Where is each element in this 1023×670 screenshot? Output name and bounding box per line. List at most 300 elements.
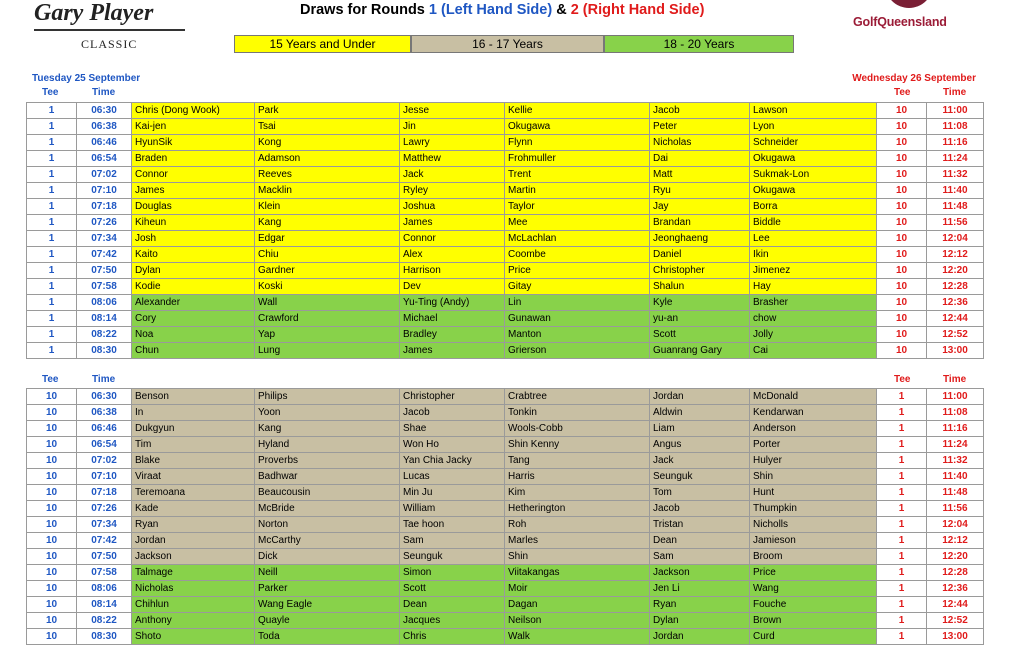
tee-left-cell: 1	[27, 215, 77, 231]
player-2-first-name: Seunguk	[400, 549, 505, 565]
time-right-cell: 11:32	[927, 167, 984, 183]
player-1-first-name: Kodie	[132, 279, 255, 295]
tee-right-cell: 1	[877, 437, 927, 453]
table-row	[27, 549, 984, 565]
tee-left-cell: 10	[27, 485, 77, 501]
player-1-last-name: Kang	[255, 421, 400, 437]
time-right-cell: 12:44	[927, 311, 984, 327]
time-left-cell: 06:30	[77, 103, 132, 119]
tee-right-cell: 1	[877, 533, 927, 549]
player-3-last-name: Schneider	[750, 135, 877, 151]
player-1-last-name: Hyland	[255, 437, 400, 453]
table-row	[27, 629, 984, 645]
player-2-first-name: Sam	[400, 533, 505, 549]
table2-time-header-left: Time	[92, 374, 116, 385]
player-2-last-name: Grierson	[505, 343, 650, 359]
player-3-first-name: Angus	[650, 437, 750, 453]
player-2-last-name: Walk	[505, 629, 650, 645]
page-title	[300, 2, 704, 18]
time-left-cell: 08:22	[77, 613, 132, 629]
player-1-first-name: HyunSik	[132, 135, 255, 151]
time-right-cell: 11:00	[927, 389, 984, 405]
player-3-first-name: Jordan	[650, 629, 750, 645]
player-2-first-name: Matthew	[400, 151, 505, 167]
player-2-last-name: Tonkin	[505, 405, 650, 421]
player-2-last-name: Gunawan	[505, 311, 650, 327]
time-right-cell: 12:12	[927, 247, 984, 263]
tee-right-cell: 10	[877, 247, 927, 263]
player-1-first-name: Connor	[132, 167, 255, 183]
tee-right-cell: 10	[877, 167, 927, 183]
draw-table-2	[26, 388, 984, 645]
time-left-cell: 08:30	[77, 629, 132, 645]
player-2-last-name: Trent	[505, 167, 650, 183]
player-2-last-name: Shin Kenny	[505, 437, 650, 453]
player-1-first-name: Cory	[132, 311, 255, 327]
time-left-cell: 07:34	[77, 231, 132, 247]
tee-left-cell: 1	[27, 247, 77, 263]
time-left-cell: 07:34	[77, 517, 132, 533]
title-round-1: 1 (Left Hand Side)	[428, 2, 553, 18]
table-row	[27, 485, 984, 501]
time-right-cell: 12:04	[927, 517, 984, 533]
player-2-first-name: Michael	[400, 311, 505, 327]
time-right-cell: 12:36	[927, 581, 984, 597]
player-1-last-name: Dick	[255, 549, 400, 565]
player-2-last-name: Kellie	[505, 103, 650, 119]
player-1-first-name: Noa	[132, 327, 255, 343]
player-1-last-name: Adamson	[255, 151, 400, 167]
player-3-last-name: chow	[750, 311, 877, 327]
tee-left-cell: 10	[27, 469, 77, 485]
player-2-first-name: Joshua	[400, 199, 505, 215]
table-row	[27, 533, 984, 549]
player-1-last-name: Kong	[255, 135, 400, 151]
tee-right-cell: 10	[877, 151, 927, 167]
table-row	[27, 295, 984, 311]
tee-left-cell: 1	[27, 311, 77, 327]
table-row	[27, 613, 984, 629]
player-1-last-name: Reeves	[255, 167, 400, 183]
tee-right-cell: 10	[877, 279, 927, 295]
tee-right-cell: 1	[877, 613, 927, 629]
player-3-last-name: Okugawa	[750, 183, 877, 199]
player-2-last-name: Manton	[505, 327, 650, 343]
player-2-last-name: Kim	[505, 485, 650, 501]
time-left-cell: 07:42	[77, 247, 132, 263]
player-2-first-name: Bradley	[400, 327, 505, 343]
table-row	[27, 501, 984, 517]
tee-right-cell: 1	[877, 549, 927, 565]
time-right-cell: 11:16	[927, 421, 984, 437]
player-2-last-name: Neilson	[505, 613, 650, 629]
time-left-cell: 06:38	[77, 119, 132, 135]
player-1-last-name: Koski	[255, 279, 400, 295]
player-3-last-name: Shin	[750, 469, 877, 485]
time-left-cell: 07:42	[77, 533, 132, 549]
player-1-last-name: Gardner	[255, 263, 400, 279]
tee-left-cell: 1	[27, 343, 77, 359]
player-2-first-name: Min Ju	[400, 485, 505, 501]
player-1-first-name: In	[132, 405, 255, 421]
player-1-last-name: Tsai	[255, 119, 400, 135]
player-1-first-name: Dukgyun	[132, 421, 255, 437]
table-row	[27, 263, 984, 279]
tee-right-cell: 10	[877, 119, 927, 135]
player-3-first-name: Jen Li	[650, 581, 750, 597]
player-2-first-name: Jacques	[400, 613, 505, 629]
tee-right-cell: 10	[877, 231, 927, 247]
player-3-first-name: Dylan	[650, 613, 750, 629]
player-3-last-name: Kendarwan	[750, 405, 877, 421]
legend-16-17: 16 - 17 Years	[411, 35, 604, 53]
tee-right-cell: 10	[877, 327, 927, 343]
tee-left-cell: 1	[27, 151, 77, 167]
tee-left-cell: 1	[27, 279, 77, 295]
time-left-cell: 08:22	[77, 327, 132, 343]
player-1-last-name: Wall	[255, 295, 400, 311]
player-2-first-name: Won Ho	[400, 437, 505, 453]
time-left-cell: 08:14	[77, 311, 132, 327]
player-3-first-name: Matt	[650, 167, 750, 183]
tee-left-cell: 10	[27, 597, 77, 613]
tee-left-cell: 10	[27, 613, 77, 629]
time-left-cell: 07:26	[77, 501, 132, 517]
time-right-cell: 11:08	[927, 119, 984, 135]
player-3-last-name: Hulyer	[750, 453, 877, 469]
player-2-last-name: Mee	[505, 215, 650, 231]
time-right-cell: 11:40	[927, 469, 984, 485]
time-left-cell: 06:54	[77, 151, 132, 167]
player-3-first-name: Ryu	[650, 183, 750, 199]
time-left-cell: 08:14	[77, 597, 132, 613]
player-2-first-name: Scott	[400, 581, 505, 597]
player-1-last-name: Toda	[255, 629, 400, 645]
player-1-last-name: Chiu	[255, 247, 400, 263]
tee-right-cell: 1	[877, 485, 927, 501]
title-prefix: Draws for Rounds	[300, 2, 429, 18]
golf-queensland-mark-icon	[885, 0, 933, 8]
tee-right-cell: 10	[877, 263, 927, 279]
player-1-first-name: Anthony	[132, 613, 255, 629]
time-right-cell: 11:00	[927, 103, 984, 119]
player-2-first-name: Christopher	[400, 389, 505, 405]
time-right-cell: 12:28	[927, 565, 984, 581]
tee-left-cell: 1	[27, 231, 77, 247]
logo-rule	[34, 29, 185, 31]
table-row	[27, 231, 984, 247]
player-1-first-name: Alexander	[132, 295, 255, 311]
table1-tee-header-right: Tee	[894, 87, 911, 98]
player-1-first-name: Chris (Dong Wook)	[132, 103, 255, 119]
tee-left-cell: 10	[27, 453, 77, 469]
title-round-2: 2 (Right Hand Side)	[570, 2, 705, 18]
player-3-first-name: yu-an	[650, 311, 750, 327]
table1-time-header-left: Time	[92, 87, 116, 98]
time-right-cell: 12:04	[927, 231, 984, 247]
time-right-cell: 11:32	[927, 453, 984, 469]
tee-right-cell: 1	[877, 517, 927, 533]
player-3-last-name: Fouche	[750, 597, 877, 613]
player-2-first-name: Jin	[400, 119, 505, 135]
player-3-first-name: Sam	[650, 549, 750, 565]
player-3-first-name: Daniel	[650, 247, 750, 263]
player-1-last-name: McCarthy	[255, 533, 400, 549]
player-2-last-name: Frohmuller	[505, 151, 650, 167]
player-2-first-name: Ryley	[400, 183, 505, 199]
table-row	[27, 437, 984, 453]
time-left-cell: 08:06	[77, 295, 132, 311]
player-2-first-name: Lucas	[400, 469, 505, 485]
tee-right-cell: 10	[877, 103, 927, 119]
player-1-first-name: Tim	[132, 437, 255, 453]
player-1-first-name: Talmage	[132, 565, 255, 581]
player-2-last-name: Lin	[505, 295, 650, 311]
time-right-cell: 12:52	[927, 327, 984, 343]
player-3-first-name: Scott	[650, 327, 750, 343]
player-3-last-name: Jolly	[750, 327, 877, 343]
player-2-last-name: Gitay	[505, 279, 650, 295]
golf-queensland-text: GolfQueensland	[853, 15, 947, 29]
player-1-last-name: Neill	[255, 565, 400, 581]
player-2-first-name: Dev	[400, 279, 505, 295]
player-3-first-name: Aldwin	[650, 405, 750, 421]
player-1-last-name: McBride	[255, 501, 400, 517]
table1-tee-header-left: Tee	[42, 87, 59, 98]
table2-tee-header-left: Tee	[42, 374, 59, 385]
tee-right-cell: 1	[877, 581, 927, 597]
player-3-first-name: Tristan	[650, 517, 750, 533]
table-row	[27, 103, 984, 119]
player-1-first-name: Nicholas	[132, 581, 255, 597]
player-1-first-name: Ryan	[132, 517, 255, 533]
tee-right-cell: 1	[877, 421, 927, 437]
tee-left-cell: 1	[27, 199, 77, 215]
tee-right-cell: 1	[877, 469, 927, 485]
time-right-cell: 11:48	[927, 485, 984, 501]
tee-right-cell: 1	[877, 389, 927, 405]
player-1-first-name: Douglas	[132, 199, 255, 215]
legend-15-under: 15 Years and Under	[234, 35, 411, 53]
player-1-first-name: Kai-jen	[132, 119, 255, 135]
table-row	[27, 469, 984, 485]
player-2-last-name: Hetherington	[505, 501, 650, 517]
tee-right-cell: 1	[877, 405, 927, 421]
player-2-first-name: Yu-Ting (Andy)	[400, 295, 505, 311]
player-2-first-name: Yan Chia Jacky	[400, 453, 505, 469]
player-3-first-name: Brandan	[650, 215, 750, 231]
player-2-first-name: James	[400, 215, 505, 231]
player-1-last-name: Lung	[255, 343, 400, 359]
player-3-last-name: Brasher	[750, 295, 877, 311]
player-1-last-name: Philips	[255, 389, 400, 405]
tee-left-cell: 10	[27, 437, 77, 453]
player-3-first-name: Dai	[650, 151, 750, 167]
player-1-first-name: Kiheun	[132, 215, 255, 231]
table-row	[27, 421, 984, 437]
player-2-last-name: Coombe	[505, 247, 650, 263]
player-3-first-name: Jordan	[650, 389, 750, 405]
player-1-first-name: Jordan	[132, 533, 255, 549]
tee-left-cell: 1	[27, 263, 77, 279]
logo-title: Gary Player	[34, 0, 154, 26]
tee-left-cell: 10	[27, 533, 77, 549]
title-amp: &	[552, 2, 571, 18]
player-1-last-name: Quayle	[255, 613, 400, 629]
player-3-last-name: Ikin	[750, 247, 877, 263]
time-left-cell: 07:50	[77, 549, 132, 565]
player-1-last-name: Kang	[255, 215, 400, 231]
table-row	[27, 151, 984, 167]
table-row	[27, 183, 984, 199]
player-3-first-name: Jacob	[650, 103, 750, 119]
player-1-last-name: Norton	[255, 517, 400, 533]
player-3-last-name: Wang	[750, 581, 877, 597]
table-row	[27, 327, 984, 343]
player-3-first-name: Peter	[650, 119, 750, 135]
table-row	[27, 565, 984, 581]
table2-time-header-right: Time	[943, 374, 967, 385]
logo-subtitle: CLASSIC	[81, 37, 138, 51]
tee-right-cell: 10	[877, 199, 927, 215]
player-2-first-name: Connor	[400, 231, 505, 247]
tee-right-cell: 1	[877, 629, 927, 645]
player-3-first-name: Nicholas	[650, 135, 750, 151]
table-row	[27, 119, 984, 135]
time-left-cell: 06:46	[77, 421, 132, 437]
tee-left-cell: 10	[27, 501, 77, 517]
table-row	[27, 167, 984, 183]
player-2-first-name: Dean	[400, 597, 505, 613]
player-1-first-name: Viraat	[132, 469, 255, 485]
player-1-first-name: Teremoana	[132, 485, 255, 501]
golf-queensland-logo	[853, 0, 963, 34]
tee-left-cell: 1	[27, 295, 77, 311]
player-3-last-name: Biddle	[750, 215, 877, 231]
player-2-last-name: Marles	[505, 533, 650, 549]
tee-left-cell: 10	[27, 629, 77, 645]
player-2-last-name: Okugawa	[505, 119, 650, 135]
player-3-last-name: Borra	[750, 199, 877, 215]
date-left: Tuesday 25 September	[32, 73, 141, 84]
player-2-first-name: James	[400, 343, 505, 359]
player-1-last-name: Edgar	[255, 231, 400, 247]
tee-right-cell: 10	[877, 311, 927, 327]
time-left-cell: 07:18	[77, 485, 132, 501]
tee-left-cell: 10	[27, 581, 77, 597]
table1-time-header-right: Time	[943, 87, 967, 98]
player-1-last-name: Wang Eagle	[255, 597, 400, 613]
player-3-first-name: Jack	[650, 453, 750, 469]
player-1-first-name: Dylan	[132, 263, 255, 279]
player-3-first-name: Dean	[650, 533, 750, 549]
player-1-first-name: Kade	[132, 501, 255, 517]
time-left-cell: 07:50	[77, 263, 132, 279]
player-3-last-name: Sukmak-Lon	[750, 167, 877, 183]
tee-left-cell: 10	[27, 565, 77, 581]
time-left-cell: 07:18	[77, 199, 132, 215]
player-1-first-name: Chun	[132, 343, 255, 359]
player-3-last-name: Lawson	[750, 103, 877, 119]
player-3-first-name: Tom	[650, 485, 750, 501]
player-2-last-name: Tang	[505, 453, 650, 469]
tee-left-cell: 1	[27, 327, 77, 343]
player-2-last-name: Taylor	[505, 199, 650, 215]
player-3-first-name: Shalun	[650, 279, 750, 295]
player-2-last-name: Roh	[505, 517, 650, 533]
player-1-first-name: Shoto	[132, 629, 255, 645]
player-3-last-name: Jimenez	[750, 263, 877, 279]
player-2-first-name: Chris	[400, 629, 505, 645]
tee-left-cell: 1	[27, 183, 77, 199]
player-1-last-name: Klein	[255, 199, 400, 215]
player-3-first-name: Christopher	[650, 263, 750, 279]
player-3-last-name: Thumpkin	[750, 501, 877, 517]
player-2-last-name: Dagan	[505, 597, 650, 613]
tee-right-cell: 10	[877, 183, 927, 199]
time-left-cell: 07:10	[77, 469, 132, 485]
time-right-cell: 12:20	[927, 263, 984, 279]
time-right-cell: 11:40	[927, 183, 984, 199]
time-right-cell: 11:48	[927, 199, 984, 215]
player-3-first-name: Jackson	[650, 565, 750, 581]
tee-left-cell: 10	[27, 405, 77, 421]
player-1-last-name: Parker	[255, 581, 400, 597]
player-1-last-name: Proverbs	[255, 453, 400, 469]
tee-right-cell: 10	[877, 135, 927, 151]
player-1-last-name: Badhwar	[255, 469, 400, 485]
table-row	[27, 389, 984, 405]
table-row	[27, 517, 984, 533]
player-2-first-name: Jack	[400, 167, 505, 183]
gary-player-logo	[34, 0, 186, 52]
player-2-first-name: Alex	[400, 247, 505, 263]
table-row	[27, 279, 984, 295]
time-left-cell: 06:46	[77, 135, 132, 151]
table-row	[27, 247, 984, 263]
time-right-cell: 12:12	[927, 533, 984, 549]
player-3-first-name: Jay	[650, 199, 750, 215]
player-1-last-name: Yoon	[255, 405, 400, 421]
player-1-first-name: Benson	[132, 389, 255, 405]
player-2-last-name: McLachlan	[505, 231, 650, 247]
player-1-first-name: James	[132, 183, 255, 199]
tee-left-cell: 1	[27, 167, 77, 183]
player-2-last-name: Price	[505, 263, 650, 279]
player-3-first-name: Guanrang Gary	[650, 343, 750, 359]
player-1-last-name: Beaucousin	[255, 485, 400, 501]
legend-18-20: 18 - 20 Years	[604, 35, 794, 53]
player-3-last-name: Porter	[750, 437, 877, 453]
time-left-cell: 07:10	[77, 183, 132, 199]
time-right-cell: 11:16	[927, 135, 984, 151]
player-3-first-name: Kyle	[650, 295, 750, 311]
player-3-last-name: McDonald	[750, 389, 877, 405]
player-2-first-name: William	[400, 501, 505, 517]
time-right-cell: 12:28	[927, 279, 984, 295]
time-right-cell: 11:56	[927, 501, 984, 517]
player-3-first-name: Jacob	[650, 501, 750, 517]
time-right-cell: 11:56	[927, 215, 984, 231]
tee-left-cell: 10	[27, 517, 77, 533]
player-3-last-name: Nicholls	[750, 517, 877, 533]
tee-left-cell: 10	[27, 549, 77, 565]
player-3-last-name: Cai	[750, 343, 877, 359]
player-3-last-name: Broom	[750, 549, 877, 565]
player-2-first-name: Jesse	[400, 103, 505, 119]
tee-right-cell: 1	[877, 453, 927, 469]
player-1-first-name: Jackson	[132, 549, 255, 565]
